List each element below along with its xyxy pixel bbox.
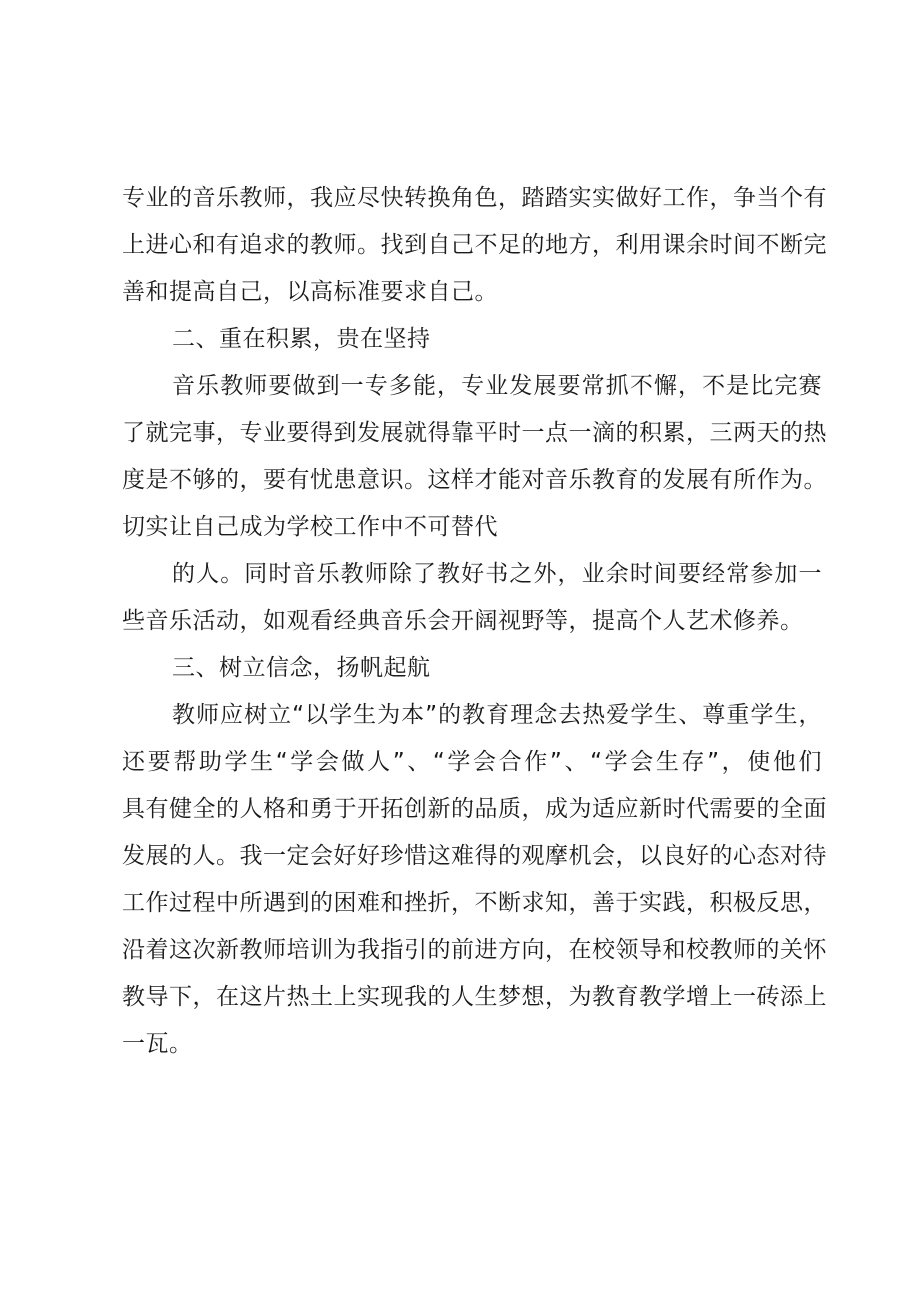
paragraph-line: 工作过程中所遇到的困难和挫折，不断求知，善于实践，积极反思， xyxy=(122,890,827,916)
paragraph-line: 教师应树立“以学生为本”的教育理念去热爱学生、尊重学生， xyxy=(172,702,822,728)
paragraph-line: 善和提高自己，以高标准要求自己。 xyxy=(122,279,498,305)
paragraph-line: 上进心和有追求的教师。找到自己不足的地方，利用课余时间不断完 xyxy=(122,232,827,258)
paragraph-line: 音乐教师要做到一专多能，专业发展要常抓不懈，不是比完赛 xyxy=(172,373,822,399)
paragraph-line: 发展的人。我一定会好好珍惜这难得的观摩机会，以良好的心态对待 xyxy=(122,843,827,869)
paragraph-line: 一瓦。 xyxy=(122,1031,193,1057)
paragraph-line: 还要帮助学生“学会做人”、“学会合作”、“学会生存”，使他们 xyxy=(122,749,822,775)
paragraph-line: 教导下，在这片热土上实现我的人生梦想，为教育教学增上一砖添上 xyxy=(122,984,827,1010)
paragraph-line: 沿着这次新教师培训为我指引的前进方向，在校领导和校教师的关怀 xyxy=(122,937,827,963)
section-heading: 二、重在积累，贵在坚持 xyxy=(172,326,431,352)
paragraph-line: 具有健全的人格和勇于开拓创新的品质，成为适应新时代需要的全面 xyxy=(122,796,827,822)
paragraph-line: 度是不够的，要有忧患意识。这样才能对音乐教育的发展有所作为。 xyxy=(122,467,827,493)
paragraph-line: 切实让自己成为学校工作中不可替代 xyxy=(122,514,498,540)
paragraph-line: 了就完事，专业要得到发展就得靠平时一点一滴的积累，三两天的热 xyxy=(122,420,827,446)
paragraph-line: 专业的音乐教师，我应尽快转换角色，踏踏实实做好工作，争当个有 xyxy=(122,185,827,211)
paragraph-line: 些音乐活动，如观看经典音乐会开阔视野等，提高个人艺术修养。 xyxy=(122,608,804,634)
paragraph-line: 的人。同时音乐教师除了教好书之外，业余时间要经常参加一 xyxy=(172,561,822,587)
section-heading: 三、树立信念，扬帆起航 xyxy=(172,655,431,681)
